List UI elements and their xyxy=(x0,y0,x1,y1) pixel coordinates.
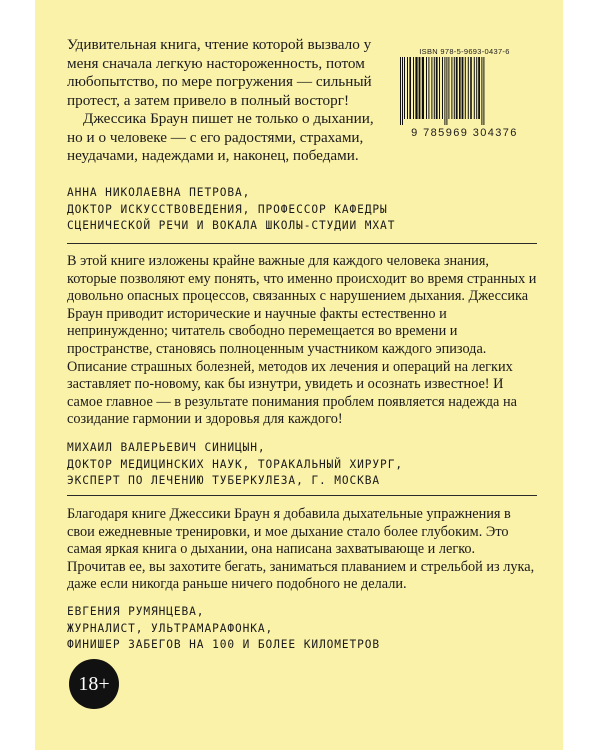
attribution-line: СЦЕНИЧЕСКОЙ РЕЧИ И ВОКАЛА ШКОЛЫ-СТУДИИ МХАТ xyxy=(67,219,396,232)
isbn-label: ISBN 978-5-9693-0437-6 xyxy=(419,47,510,56)
review-1-paragraph-2: Джессика Браун пишет не только о дыхании, но и о человеке — с его радостями, страхами, неудачами, надеждами и, наконец, победами. xyxy=(67,110,374,164)
attribution-line: МИХАИЛ ВАЛЕРЬЕВИЧ СИНИЦЫН, xyxy=(67,441,266,454)
review-quote-3: Благодаря книге Джессики Браун я добавила дыхательные упражнения в свои ежедневные тренировки, и мое дыхание стало более глубоким. Это самая яркая книга о дыхании, она написана захватывающе и легко. Прочитав ее, вы захотите бегать, заниматься плаванием и стрельбой из лука, даже если никогда раньше ничего подобного не делали. xyxy=(67,506,535,593)
review-quote-2: В этой книге изложены крайне важные для каждого человека знания, которые позволяют ему понять, что именно происходит во время странных и довольно опасных процессов, связанных с нарушением дыхания. Джессика Браун приводит исторические и научные факты естественно и непринужденно; читатель свободно перемещается во времени и пространстве, становясь полноценным участником каждого эпизода. Описание страшных болезней, методов их лечения и операций на легких заставляет по-новому, как бы изнутри, увидеть и осознать известное! И самое главное — в результате понимания проблем появляется надежда на созидание гармонии и здоровья для каждого! xyxy=(67,253,537,428)
back-cover xyxy=(35,0,563,750)
review-2-attribution xyxy=(67,440,403,490)
divider xyxy=(67,243,537,244)
attribution-line: ФИНИШЕР ЗАБЕГОВ НА 100 И БОЛЕЕ КИЛОМЕТРОВ xyxy=(67,638,381,651)
divider xyxy=(67,495,537,496)
review-1-attribution xyxy=(67,185,395,235)
attribution-line: ДОКТОР МЕДИЦИНСКИХ НАУК, ТОРАКАЛЬНЫЙ ХИРУРГ, xyxy=(67,457,403,471)
attribution-line: ЖУРНАЛИСТ, УЛЬТРАМАРАФОНКА, xyxy=(67,621,274,635)
barcode-bars xyxy=(398,57,531,125)
review-3-attribution xyxy=(67,604,380,654)
attribution-line: ДОКТОР ИСКУССТВОВЕДЕНИЯ, ПРОФЕССОР КАФЕДРЫ xyxy=(67,202,388,216)
review-1-paragraph-1: Удивительная книга, чтение которой вызвало у меня сначала легкую настороженность, потом любопытство, по мере погружения — сильный протест, а затем привело в полный восторг! xyxy=(67,36,372,109)
attribution-line: ЭКСПЕРТ ПО ЛЕЧЕНИЮ ТУБЕРКУЛЕЗА, Г. МОСКВА xyxy=(67,474,381,487)
attribution-line: АННА НИКОЛАЕВНА ПЕТРОВА, xyxy=(67,186,251,199)
isbn-barcode xyxy=(398,47,531,142)
review-quote-1 xyxy=(67,36,387,166)
age-rating-badge: 18+ xyxy=(69,659,119,709)
attribution-line: ЕВГЕНИЯ РУМЯНЦЕВА, xyxy=(67,605,205,618)
barcode-number: 9 785969 304376 xyxy=(411,127,518,139)
